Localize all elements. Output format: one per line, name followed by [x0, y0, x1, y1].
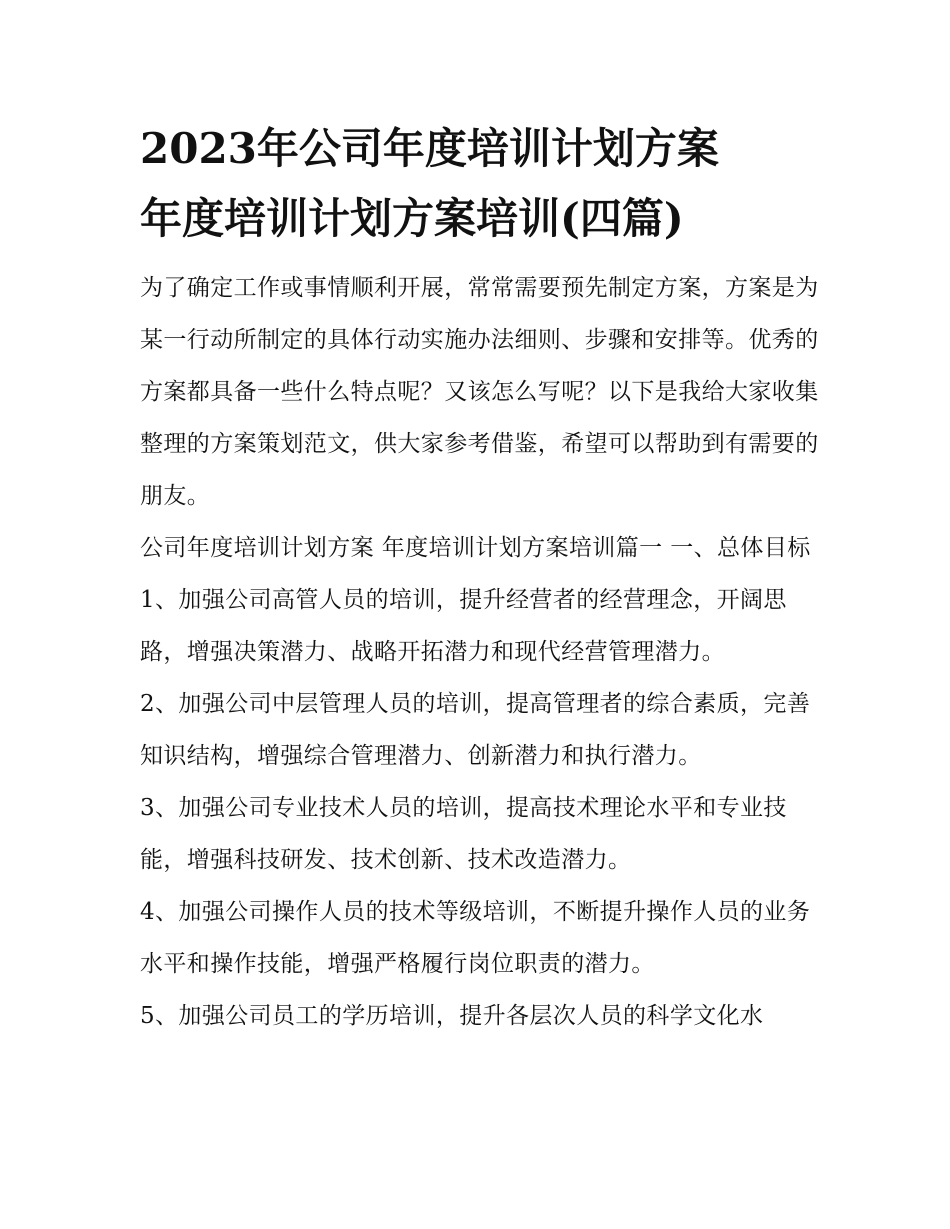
section-heading-paragraph: 公司年度培训计划方案 年度培训计划方案培训篇一 一、总体目标: [140, 535, 811, 561]
document-title: [140, 114, 820, 254]
title-line-1: 2023年公司年度培训计划方案: [140, 124, 719, 173]
document-body: [140, 114, 820, 1042]
goal-item-1: 1、加强公司高管人员的培训，提升经营者的经营理念，开阔思路，增强决策潜力、战略开拓潜力和现代经营管理潜力。: [140, 587, 787, 665]
intro-paragraph: 为了确定工作或事情顺利开展，常常需要预先制定方案，方案是为某一行动所制定的具体行动实施办法细则、步骤和安排等。优秀的方案都具备一些什么特点呢？又该怎么写呢？以下是我给大家收集整理的方案策划范文，供大家参考借鉴，希望可以帮助到有需要的朋友。: [140, 275, 819, 509]
goal-item-5: 5、加强公司员工的学历培训，提升各层次人员的科学文化水: [140, 1003, 764, 1029]
goal-item-3: 3、加强公司专业技术人员的培训，提高技术理论水平和专业技能，增强科技研发、技术创新、技术改造潜力。: [140, 795, 787, 873]
goal-item-2: 2、加强公司中层管理人员的培训，提高管理者的综合素质，完善知识结构，增强综合管理潜力、创新潜力和执行潜力。: [140, 691, 811, 769]
goal-item-4: 4、加强公司操作人员的技术等级培训，不断提升操作人员的业务水平和操作技能，增强严格履行岗位职责的潜力。: [140, 899, 811, 977]
title-line-2: 年度培训计划方案培训(四篇): [140, 194, 684, 243]
